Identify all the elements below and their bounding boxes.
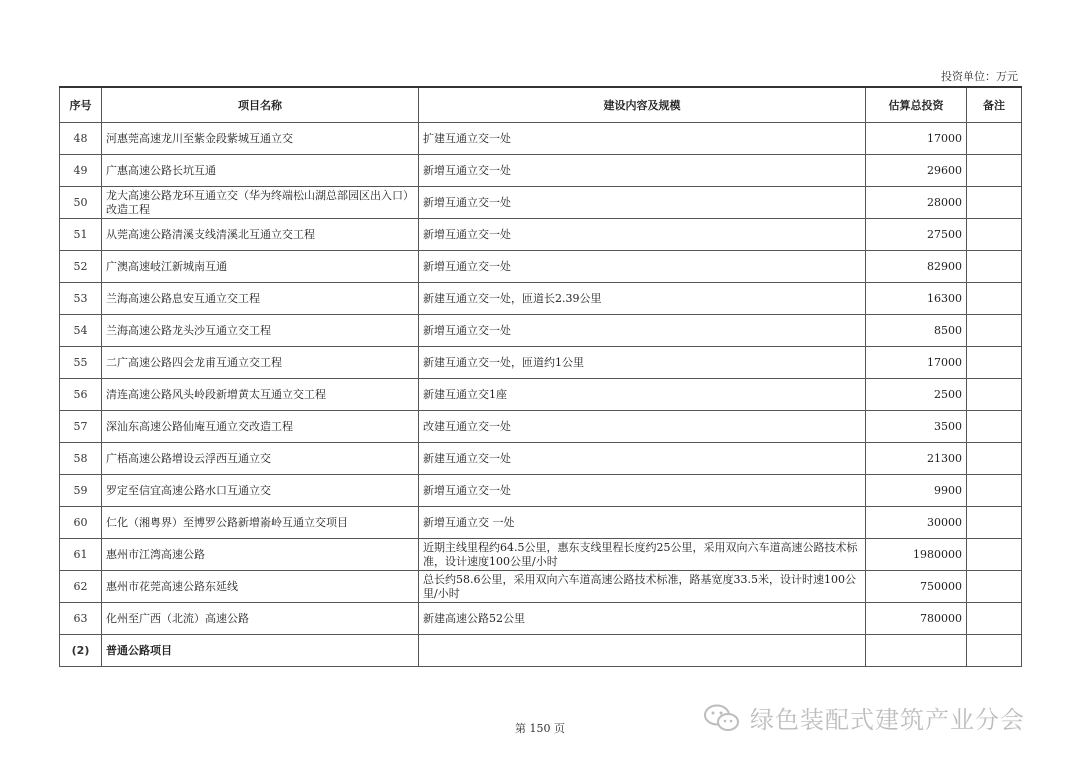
remark-cell <box>967 571 1022 603</box>
section-empty-cell <box>419 635 866 667</box>
table-row <box>60 219 1022 251</box>
row-number-cell: 52 <box>60 251 102 283</box>
scope-cell: 总长约58.6公里，采用双向六车道高速公路技术标准，路基宽度33.5米，设计时速100公里/小时 <box>419 571 866 603</box>
project-name-cell: 从莞高速公路清溪支线清溪北互通立交工程 <box>102 219 419 251</box>
row-number-cell: 51 <box>60 219 102 251</box>
header-scope: 建设内容及规模 <box>419 87 866 123</box>
table-row <box>60 539 1022 571</box>
remark-cell <box>967 347 1022 379</box>
watermark <box>702 700 1025 735</box>
scope-cell: 新增互通立交一处 <box>419 219 866 251</box>
investment-cell: 17000 <box>866 347 967 379</box>
row-number-cell: 54 <box>60 315 102 347</box>
table-row <box>60 411 1022 443</box>
watermark-text: 绿色装配式建筑产业分会 <box>750 706 1025 734</box>
page-number: 第 150 页 <box>515 722 565 735</box>
row-number-cell: 60 <box>60 507 102 539</box>
scope-cell: 新增互通立交一处 <box>419 475 866 507</box>
remark-cell <box>967 411 1022 443</box>
project-name-cell: 清连高速公路风头岭段新增黄太互通立交工程 <box>102 379 419 411</box>
header-investment: 估算总投资 <box>866 87 967 123</box>
remark-cell <box>967 251 1022 283</box>
project-table <box>59 86 1022 667</box>
investment-cell: 17000 <box>866 123 967 155</box>
table-row <box>60 347 1022 379</box>
section-title-cell: 普通公路项目 <box>102 635 419 667</box>
remark-cell <box>967 475 1022 507</box>
row-number-cell: 58 <box>60 443 102 475</box>
project-name-cell: 仁化（湘粤界）至博罗公路新增嵛岭互通立交项目 <box>102 507 419 539</box>
project-name-cell: 广梧高速公路增设云浮西互通立交 <box>102 443 419 475</box>
project-name-cell: 兰海高速公路息安互通立交工程 <box>102 283 419 315</box>
remark-cell <box>967 283 1022 315</box>
scope-cell: 新建互通立交1座 <box>419 379 866 411</box>
table-row <box>60 507 1022 539</box>
investment-cell: 9900 <box>866 475 967 507</box>
project-name-cell: 惠州市花莞高速公路东延线 <box>102 571 419 603</box>
investment-cell: 8500 <box>866 315 967 347</box>
scope-cell: 近期主线里程约64.5公里，惠东支线里程长度约25公里，采用双向六车道高速公路技术标准，设计速度100公里/小时 <box>419 539 866 571</box>
row-number-cell: 48 <box>60 123 102 155</box>
table-row <box>60 571 1022 603</box>
row-number-cell: 56 <box>60 379 102 411</box>
investment-cell: 82900 <box>866 251 967 283</box>
table-row <box>60 283 1022 315</box>
project-name-cell: 河惠莞高速龙川至紫金段紫城互通立交 <box>102 123 419 155</box>
project-name-cell: 化州至广西（北流）高速公路 <box>102 603 419 635</box>
table-row <box>60 379 1022 411</box>
investment-cell: 780000 <box>866 603 967 635</box>
row-number-cell: 63 <box>60 603 102 635</box>
investment-cell: 27500 <box>866 219 967 251</box>
scope-cell: 新建互通立交一处 <box>419 443 866 475</box>
project-name-cell: 龙大高速公路龙环互通立交（华为终端松山湖总部园区出入口）改造工程 <box>102 187 419 219</box>
table-row <box>60 603 1022 635</box>
remark-cell <box>967 507 1022 539</box>
remark-cell <box>967 603 1022 635</box>
remark-cell <box>967 443 1022 475</box>
header-name: 项目名称 <box>102 87 419 123</box>
table-row <box>60 315 1022 347</box>
investment-cell: 2500 <box>866 379 967 411</box>
investment-cell: 750000 <box>866 571 967 603</box>
scope-cell: 新增互通立交一处 <box>419 315 866 347</box>
investment-cell: 21300 <box>866 443 967 475</box>
row-number-cell: 55 <box>60 347 102 379</box>
scope-cell: 新建互通立交一处，匝道约1公里 <box>419 347 866 379</box>
section-empty-cell <box>866 635 967 667</box>
remark-cell <box>967 379 1022 411</box>
project-name-cell: 惠州市江湾高速公路 <box>102 539 419 571</box>
project-name-cell: 广惠高速公路长坑互通 <box>102 155 419 187</box>
row-number-cell: 49 <box>60 155 102 187</box>
project-name-cell: 二广高速公路四会龙甫互通立交工程 <box>102 347 419 379</box>
row-number-cell: 50 <box>60 187 102 219</box>
row-number-cell: 62 <box>60 571 102 603</box>
section-row <box>60 635 1022 667</box>
investment-cell: 29600 <box>866 155 967 187</box>
remark-cell <box>967 539 1022 571</box>
project-name-cell: 罗定至信宜高速公路水口互通立交 <box>102 475 419 507</box>
wechat-icon <box>702 702 742 734</box>
table-row <box>60 475 1022 507</box>
investment-cell: 16300 <box>866 283 967 315</box>
remark-cell <box>967 219 1022 251</box>
project-name-cell: 广澳高速岐江新城南互通 <box>102 251 419 283</box>
scope-cell: 新增互通立交一处 <box>419 155 866 187</box>
row-number-cell: 57 <box>60 411 102 443</box>
unit-label: 投资单位：万元 <box>941 70 1018 83</box>
remark-cell <box>967 123 1022 155</box>
row-number-cell: 53 <box>60 283 102 315</box>
scope-cell: 新建互通立交一处，匝道长2.39公里 <box>419 283 866 315</box>
remark-cell <box>967 155 1022 187</box>
scope-cell: 新建高速公路52公里 <box>419 603 866 635</box>
investment-cell: 1980000 <box>866 539 967 571</box>
investment-cell: 28000 <box>866 187 967 219</box>
investment-cell: 30000 <box>866 507 967 539</box>
row-number-cell: 59 <box>60 475 102 507</box>
header-no: 序号 <box>60 87 102 123</box>
table-row <box>60 123 1022 155</box>
header-remark: 备注 <box>967 87 1022 123</box>
remark-cell <box>967 187 1022 219</box>
table-row <box>60 187 1022 219</box>
section-number-cell: (2) <box>60 635 102 667</box>
project-name-cell: 兰海高速公路龙头沙互通立交工程 <box>102 315 419 347</box>
remark-cell <box>967 315 1022 347</box>
project-name-cell: 深汕东高速公路仙庵互通立交改造工程 <box>102 411 419 443</box>
scope-cell: 扩建互通立交一处 <box>419 123 866 155</box>
scope-cell: 新增互通立交 一处 <box>419 507 866 539</box>
scope-cell: 新增互通立交一处 <box>419 251 866 283</box>
table-row <box>60 155 1022 187</box>
table-row <box>60 443 1022 475</box>
table-header-row <box>60 87 1022 123</box>
investment-cell: 3500 <box>866 411 967 443</box>
row-number-cell: 61 <box>60 539 102 571</box>
table-row <box>60 251 1022 283</box>
scope-cell: 新增互通立交一处 <box>419 187 866 219</box>
section-empty-cell <box>967 635 1022 667</box>
scope-cell: 改建互通立交一处 <box>419 411 866 443</box>
